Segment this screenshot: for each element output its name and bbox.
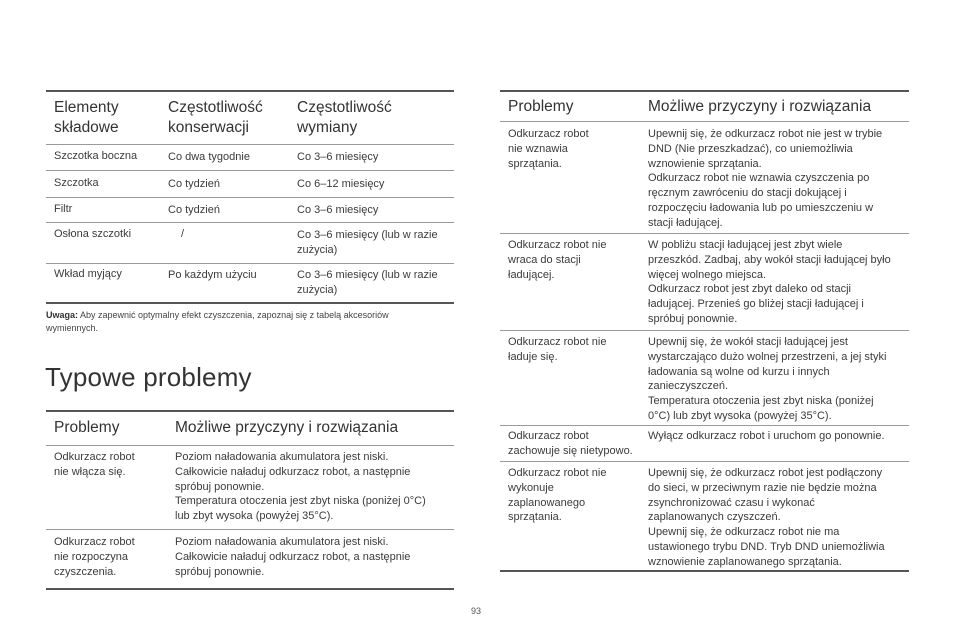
row-divider (500, 461, 909, 462)
problem-cell: Odkurzacz robot nie wznawia sprzątania. (508, 128, 589, 170)
problem-cell: Odkurzacz robot nie rozpoczyna czyszczenia. (54, 536, 135, 578)
solution-cell: Poziom naładowania akumulatora jest niski. Całkowicie naładuj odkurzacz robot, a następnie spróbuj ponownie. (175, 536, 411, 578)
table-top-rule (46, 90, 454, 92)
table-cell-maintenance: Co tydzień (168, 204, 220, 216)
note-text: Aby zapewnić optymalny efekt czyszczenia, zapoznaj się z tabelą akcesoriów wymiennych. (46, 310, 389, 333)
table-bottom-rule (46, 588, 454, 590)
table-cell-replacement: Co 6–12 miesięcy (297, 178, 385, 190)
table-bottom-rule (500, 570, 909, 572)
problem-cell: Odkurzacz robot zachowuje się nietypowo. (508, 430, 633, 457)
row-divider (500, 330, 909, 331)
table-cell-maintenance: Co tydzień (168, 178, 220, 190)
table-cell-maintenance: Po każdym użyciu (168, 269, 257, 281)
header-solution: Możliwe przyczyny i rozwiązania (175, 419, 399, 436)
row-divider (46, 529, 454, 530)
table-cell-replacement: Co 3–6 miesięcy (297, 151, 379, 163)
table-cell-replacement: Co 3–6 miesięcy (lub w razie zużycia) (297, 229, 438, 256)
header-component: Elementy składowe (54, 99, 119, 136)
solution-cell: Upewnij się, że odkurzacz robot jest podłączony do sieci, w przeciwnym razie nie będzie można zsynchronizować czasu i wykonać zaplanowanych czyszczeń. Upewnij się, że odkurzacz robot nie ma ustawionego trybu DND. Tryb DND uniemożliwia wznowienie zaplanowanego sprzątania. (648, 467, 885, 568)
header-problem: Problemy (54, 419, 120, 436)
table-cell-component: Szczotka (54, 177, 99, 189)
header-divider (500, 121, 909, 122)
problem-cell: Odkurzacz robot nie wykonuje zaplanowanego sprzątania. (508, 467, 607, 524)
header-divider (46, 445, 454, 446)
solution-cell: Poziom naładowania akumulatora jest niski. Całkowicie naładuj odkurzacz robot, a następnie spróbuj ponownie. Temperatura otoczenia jest zbyt niska (poniżej 0°C) lub zbyt wysoka (powyżej 35°C). (175, 451, 426, 523)
table-cell-component: Wkład myjący (54, 268, 122, 280)
table-cell-component: Osłona szczotki (54, 228, 132, 240)
header-maintenance-frequency: Częstotliwość konserwacji (168, 99, 263, 136)
solution-cell: Wyłącz odkurzacz robot i uruchom go ponownie. (648, 430, 885, 442)
problem-cell: Odkurzacz robot nie wraca do stacji ładującej. (508, 239, 607, 281)
table-cell-component: Filtr (54, 203, 73, 215)
table-cell-component: Szczotka boczna (54, 150, 138, 162)
section-title: Typowe problemy (45, 362, 252, 392)
note-label: Uwaga: (46, 310, 79, 320)
row-divider (500, 233, 909, 234)
header-replacement-frequency: Częstotliwość wymiany (297, 99, 392, 136)
table-top-rule (500, 90, 909, 92)
problem-cell: Odkurzacz robot nie włącza się. (54, 451, 135, 478)
table-cell-replacement: Co 3–6 miesięcy (lub w razie zużycia) (297, 269, 438, 296)
page-number: 93 (471, 606, 482, 616)
solution-cell: Upewnij się, że wokół stacji ładującej jest wystarczająco dużo wolnej przestrzeni, a jej styki ładowania są wolne od kurzu i innych zanieczyszczeń. Temperatura otoczenia jest zbyt niska (poniżej 0°C) lub zbyt wysoka (powyżej 35°C). (648, 336, 887, 422)
header-problem: Problemy (508, 98, 574, 115)
row-divider (46, 170, 454, 171)
table-cell-replacement: Co 3–6 miesięcy (297, 204, 379, 216)
table-bottom-rule (46, 302, 454, 304)
row-divider (46, 197, 454, 198)
table-cell-maintenance: / (181, 228, 185, 240)
row-divider (46, 263, 454, 264)
table-top-rule (46, 410, 454, 412)
header-divider (46, 144, 454, 145)
solution-cell: W pobliżu stacji ładującej jest zbyt wiele przeszkód. Zadbaj, aby wokół stacji ładującej było więcej wolnego miejsca. Odkurzacz robot jest zbyt daleko od stacji ładującej. Przenieś go bliżej stacji ładującej i spróbuj ponownie. (648, 239, 891, 325)
solution-cell: Upewnij się, że odkurzacz robot nie jest w trybie DND (Nie przeszkadzać), co uniemożliwia wznowienie sprzątania. Odkurzacz robot nie wznawia czyszczenia po ręcznym zawróceniu do stacji dokującej i rozpoczęciu ładowania lub po umieszczeniu w stacji ładującej. (648, 128, 883, 229)
header-solution: Możliwe przyczyny i rozwiązania (648, 98, 872, 115)
table-cell-maintenance: Co dwa tygodnie (168, 151, 250, 163)
row-divider (500, 425, 909, 426)
note (46, 309, 389, 335)
problem-cell: Odkurzacz robot nie ładuje się. (508, 336, 607, 363)
row-divider (46, 222, 454, 223)
